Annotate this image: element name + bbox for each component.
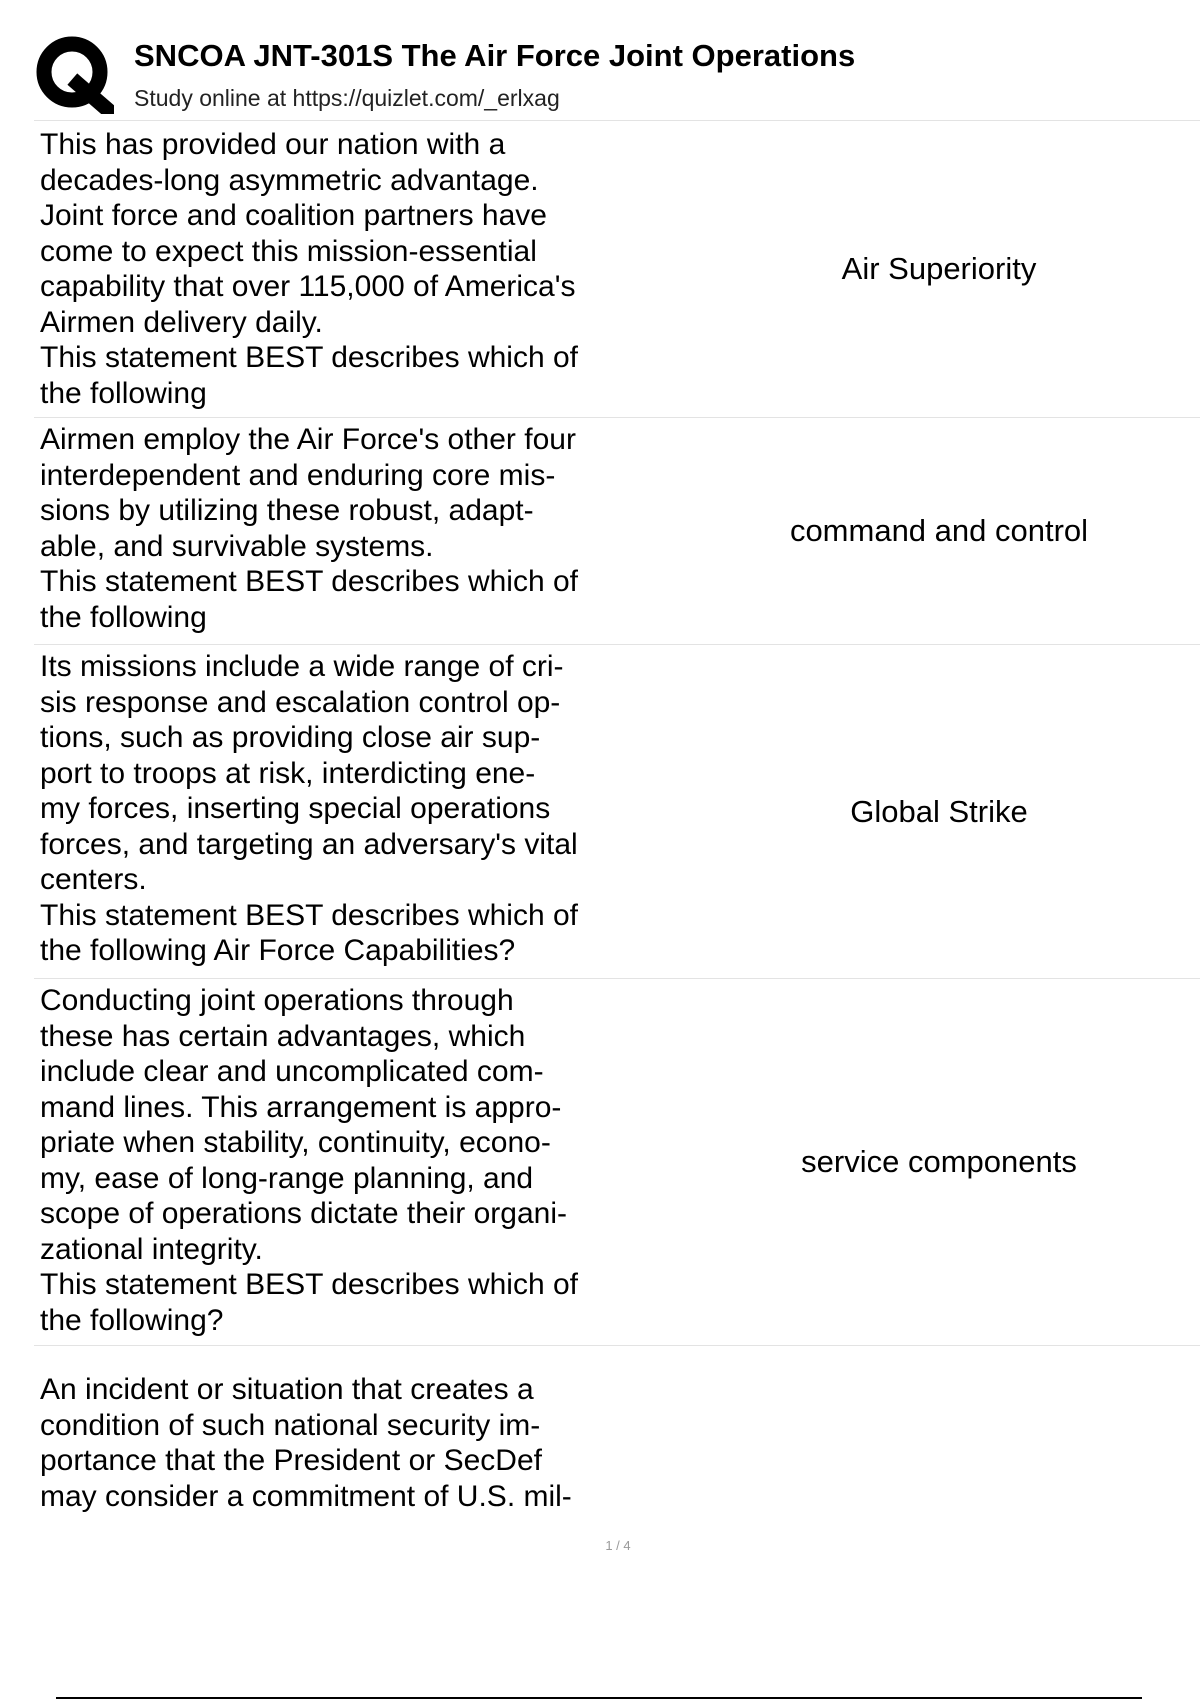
flashcard-definition (654, 1346, 1200, 1516)
flashcard-term: Its missions include a wide range of cri- sis response and escalation control op- tions, such as providing close air sup- port to troops at risk, interdicting ene- my forces, inserting special operations forces, and targeting an adversary's vital centers. This statement BEST describes which of the following Air Force Capabilities? (40, 650, 579, 967)
flashcard-row (34, 979, 1200, 1346)
flashcard-definition: Air Superiority (841, 251, 1037, 286)
quizlet-q-icon (34, 34, 114, 114)
flashcard-term: Airmen employ the Air Force's other four interdependent and enduring core mis- sions by utilizing these robust, adapt- able, and survivable systems. This statement BEST describes which of the following (40, 423, 579, 634)
flashcard-definition: service components (801, 1144, 1077, 1179)
footer-divider (56, 1697, 1142, 1699)
flashcard-definition: command and control (789, 513, 1089, 548)
flashcard-row (34, 121, 1200, 418)
flashcard-term: An incident or situation that creates a condition of such national security im- portance that the President or SecDef may consider a commitment of U.S. mil- (40, 1373, 572, 1513)
document-title: SNCOA JNT-301S The Air Force Joint Operations (134, 38, 856, 73)
flashcard-row (34, 645, 1200, 979)
flashcard-row (34, 1346, 1200, 1516)
flashcard-term: This has provided our nation with a decades-long asymmetric advantage. Joint force and coalition partners have come to expect this mission-essential capability that over 115,000 of America's Airmen delivery daily. This statement BEST describes which of the following (40, 128, 579, 410)
flashcard-row (34, 418, 1200, 645)
flashcard-list (34, 121, 1200, 1516)
flashcard-term: Conducting joint operations through these has certain advantages, which include clear and uncomplicated com- mand lines. This arrangement is appro- priate when stability, continuity, econo- my, ease of long-range planning, and scope of operations dictate their organi- zational integrity. This statement BEST describes which of the following? (40, 984, 579, 1337)
page-number: 1 / 4 (605, 1538, 631, 1553)
flashcard-definition: Global Strike (850, 793, 1028, 829)
document-header (34, 34, 1200, 121)
study-online-link-text: Study online at https://quizlet.com/_erlxag (134, 85, 560, 111)
